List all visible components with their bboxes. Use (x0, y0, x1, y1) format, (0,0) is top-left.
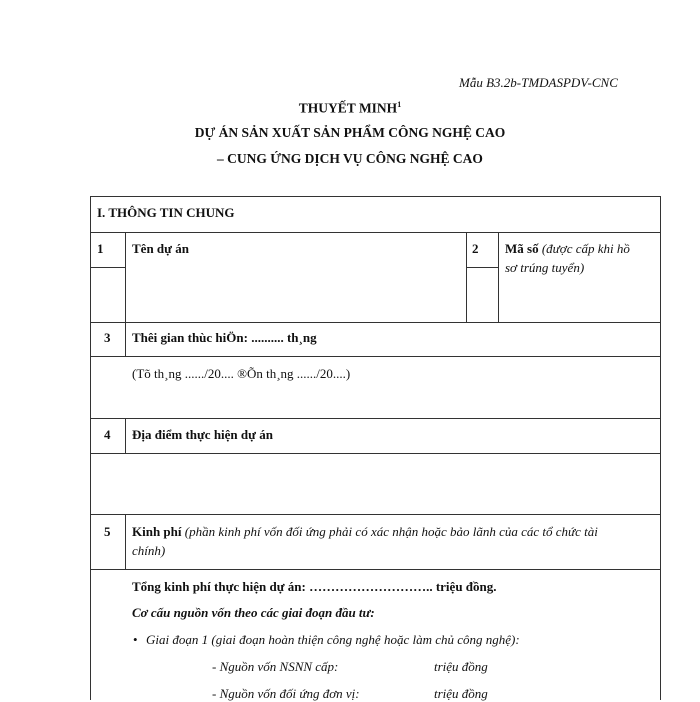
table-rule (466, 267, 498, 268)
table-rule (90, 418, 661, 419)
table-col-divider (125, 418, 126, 454)
table-border-right (660, 196, 661, 700)
form-code: Mẫu B3.2b-TMDASPDV-CNC (459, 75, 618, 90)
table-rule (90, 322, 661, 323)
table-rule (90, 514, 661, 515)
table-col-divider (125, 514, 126, 570)
project-code-note-cont: sơ trúng tuyển) (505, 260, 585, 275)
table-rule (90, 232, 661, 233)
counterpart-fund-unit: triệu đồng (434, 686, 488, 701)
state-budget-unit: triệu đồng (434, 659, 488, 674)
project-code-note: (được cấp khi hồ (541, 241, 630, 256)
duration-range: (Tõ th¸ng ....../20.... ®Õn th¸ng ....../20....) (132, 366, 351, 381)
section-heading: I. THÔNG TIN CHUNG (97, 205, 235, 220)
row-number: 5 (104, 524, 111, 539)
location-label: Địa điểm thực hiện dự án (132, 427, 273, 442)
row-number: 4 (104, 427, 111, 442)
table-col-divider (125, 232, 126, 323)
project-name-label: Tên dự án (132, 241, 189, 256)
table-rule (90, 267, 125, 268)
funding-label-bold: Kinh phí (132, 524, 182, 539)
duration-label: Thêi gian thùc hiÖn: .......... th¸ng (132, 330, 317, 345)
total-budget-line: Tổng kinh phí thực hiện dự án: ……………………….. triệu đồng. (132, 579, 497, 594)
row-number: 1 (97, 241, 104, 256)
funding-note-cont: chính) (132, 543, 166, 558)
doc-title-text: THUYẾT MINH (298, 100, 398, 116)
table-border-left (90, 196, 91, 700)
phase-1-line: Giai đoạn 1 (giai đoạn hoàn thiện công nghệ hoặc làm chủ công nghệ): (146, 632, 520, 647)
project-code-label-bold: Mã số (505, 241, 539, 256)
table-border-top (90, 196, 661, 197)
project-code-label (505, 241, 630, 257)
state-budget-line: - Nguồn vốn NSNN cấp: (212, 659, 339, 674)
table-col-divider (125, 322, 126, 357)
footnote-mark: 1 (397, 100, 402, 109)
table-rule (90, 453, 661, 454)
table-rule (90, 356, 661, 357)
table-col-divider (498, 232, 499, 323)
bullet-icon: • (133, 632, 138, 647)
table-rule (90, 569, 661, 570)
funding-label (132, 524, 654, 540)
counterpart-fund-line: - Nguồn vốn đối ứng đơn vị: (212, 686, 360, 701)
row-number: 3 (104, 330, 111, 345)
funding-structure-heading: Cơ cấu nguồn vốn theo các giai đoạn đầu tư: (132, 605, 375, 620)
table-col-divider (466, 232, 467, 323)
doc-subtitle-2: – CUNG ỨNG DỊCH VỤ CÔNG NGHỆ CAO (217, 151, 483, 166)
row-number: 2 (472, 241, 479, 256)
funding-note: (phần kinh phí vốn đối ứng phải có xác nhận hoặc bảo lãnh của các tổ chức tài (184, 524, 598, 539)
doc-title (0, 100, 700, 117)
doc-subtitle-1: DỰ ÁN SẢN XUẤT SẢN PHẨM CÔNG NGHỆ CAO (194, 125, 506, 140)
